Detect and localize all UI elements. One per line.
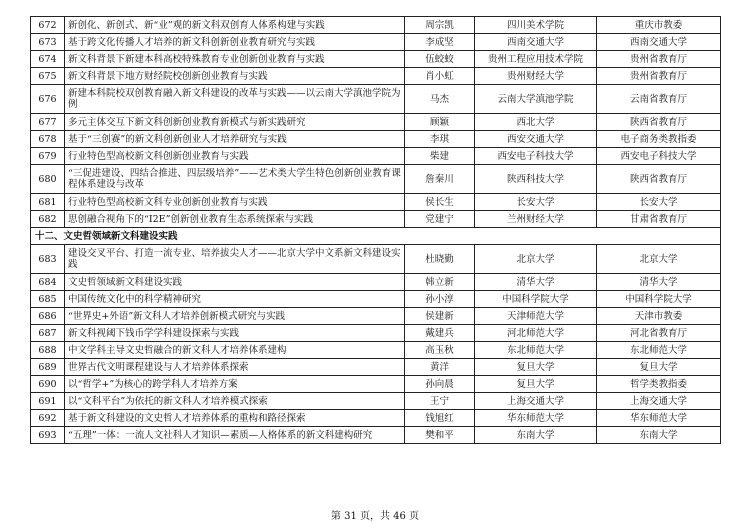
project-number: 686: [31, 308, 65, 325]
recommending-unit: 西南交通大学: [597, 34, 721, 51]
project-title: 以“哲学+”为核心的跨学科人才培养方案: [65, 376, 405, 393]
project-table: [30, 16, 721, 444]
project-number: 691: [31, 393, 65, 410]
table-row: [31, 325, 721, 342]
recommending-unit: 电子商务类教指委: [597, 131, 721, 148]
recommending-unit: 复旦大学: [597, 359, 721, 376]
table-row: [31, 359, 721, 376]
project-leader: 高玉秋: [405, 342, 475, 359]
table-row: [31, 427, 721, 444]
project-school: 长安大学: [475, 194, 597, 211]
project-leader: 钱旭红: [405, 410, 475, 427]
project-number: 679: [31, 148, 65, 165]
project-title: 世界古代文明课程建设与人才培养体系探索: [65, 359, 405, 376]
project-school: 西安电子科技大学: [475, 148, 597, 165]
project-number: 681: [31, 194, 65, 211]
project-school: 贵州工程应用技术学院: [475, 51, 597, 68]
project-leader: 顾颖: [405, 114, 475, 131]
project-school: 北京大学: [475, 245, 597, 274]
project-number: 687: [31, 325, 65, 342]
project-number: 680: [31, 165, 65, 194]
table-row: [31, 148, 721, 165]
project-leader: 詹秦川: [405, 165, 475, 194]
recommending-unit: 贵州省教育厅: [597, 51, 721, 68]
table-row: [31, 51, 721, 68]
project-leader: 韩立新: [405, 274, 475, 291]
section-title: 十二、文史哲领域新文科建设实践: [31, 228, 721, 245]
project-title: 基于跨文化传播人才培养的新文科创新创业教育研究与实践: [65, 34, 405, 51]
project-title: 中文学科主导文史哲融合的新文科人才培养体系建构: [65, 342, 405, 359]
project-number: 682: [31, 211, 65, 228]
project-title: “五理”一体：一流人文社科人才知识—素质—人格体系的新文科建构研究: [65, 427, 405, 444]
recommending-unit: 河北省教育厅: [597, 325, 721, 342]
table-row: [31, 245, 721, 274]
project-title: “世界史+外语”新文科人才培养创新模式研究与实践: [65, 308, 405, 325]
project-leader: 杜晓勤: [405, 245, 475, 274]
project-leader: 樊和平: [405, 427, 475, 444]
recommending-unit: 陕西省教育厅: [597, 165, 721, 194]
project-school: 西安交通大学: [475, 131, 597, 148]
project-leader: 王宁: [405, 393, 475, 410]
project-title: 文史哲领域新文科建设实践: [65, 274, 405, 291]
project-school: 复旦大学: [475, 376, 597, 393]
project-number: 678: [31, 131, 65, 148]
project-title: 基于“三创赛”的新文科创新创业人才培养研究与实践: [65, 131, 405, 148]
project-school: 陕西科技大学: [475, 165, 597, 194]
table-row: [31, 342, 721, 359]
table-row: [31, 131, 721, 148]
project-title: 思创融合视角下的“I2E”创新创业教育生态系统探索与实践: [65, 211, 405, 228]
project-number: 684: [31, 274, 65, 291]
recommending-unit: 重庆市教委: [597, 17, 721, 34]
recommending-unit: 西安电子科技大学: [597, 148, 721, 165]
project-title: 新文科视阈下钱币学学科建设探索与实践: [65, 325, 405, 342]
project-title: 基于新文科建设的文史哲人才培养体系的重构和路径探索: [65, 410, 405, 427]
recommending-unit: 天津市教委: [597, 308, 721, 325]
project-school: 西北大学: [475, 114, 597, 131]
project-number: 689: [31, 359, 65, 376]
project-title: 新创化、新创式、新“业”观的新文科双创育人体系构建与实践: [65, 17, 405, 34]
table-row: [31, 376, 721, 393]
recommending-unit: 中国科学院大学: [597, 291, 721, 308]
project-title: 行业特色型高校新文科专业创新创业教育与实践: [65, 194, 405, 211]
project-number: 674: [31, 51, 65, 68]
project-leader: 李成坚: [405, 34, 475, 51]
project-leader: 侯长生: [405, 194, 475, 211]
project-title: 新建本科院校双创教育融入新文科建设的改革与实践——以云南大学滇池学院为例: [65, 85, 405, 114]
project-number: 688: [31, 342, 65, 359]
recommending-unit: 清华大学: [597, 274, 721, 291]
project-school: 中国科学院大学: [475, 291, 597, 308]
recommending-unit: 贵州省教育厅: [597, 68, 721, 85]
project-title: 新文科背景下新建本科高校特殊教育专业创新创业教育与实践: [65, 51, 405, 68]
project-leader: 黄洋: [405, 359, 475, 376]
recommending-unit: 东南大学: [597, 427, 721, 444]
project-school: 兰州财经大学: [475, 211, 597, 228]
project-leader: 李琪: [405, 131, 475, 148]
project-school: 东北师范大学: [475, 342, 597, 359]
recommending-unit: 长安大学: [597, 194, 721, 211]
recommending-unit: 陕西省教育厅: [597, 114, 721, 131]
project-leader: 孙小淳: [405, 291, 475, 308]
table-row: [31, 393, 721, 410]
table-row: [31, 211, 721, 228]
project-school: 天津师范大学: [475, 308, 597, 325]
project-school: 西南交通大学: [475, 34, 597, 51]
project-number: 693: [31, 427, 65, 444]
project-leader: 伍蛟蛟: [405, 51, 475, 68]
project-leader: 柴建: [405, 148, 475, 165]
project-title: “三促进建设、四结合推进、四层级培养”——艺术类大学生特色创新创业教育课程体系建设与改革: [65, 165, 405, 194]
table-row: [31, 308, 721, 325]
recommending-unit: 云南省教育厅: [597, 85, 721, 114]
project-number: 677: [31, 114, 65, 131]
table-row: [31, 410, 721, 427]
project-leader: 戴建兵: [405, 325, 475, 342]
table-row: [31, 34, 721, 51]
project-school: 复旦大学: [475, 359, 597, 376]
project-leader: 孙向晨: [405, 376, 475, 393]
project-school: 华东师范大学: [475, 410, 597, 427]
table-row: [31, 291, 721, 308]
table-row: [31, 85, 721, 114]
table-row: [31, 274, 721, 291]
project-title: 多元主体交互下新文科创新创业教育新模式与新实践研究: [65, 114, 405, 131]
recommending-unit: 甘肃省教育厅: [597, 211, 721, 228]
project-school: 云南大学滇池学院: [475, 85, 597, 114]
project-title: 建设交叉平台、打造一流专业、培养拔尖人才——北京大学中文系新文科建设实践: [65, 245, 405, 274]
project-list-page: [30, 16, 720, 444]
project-leader: 周宗凯: [405, 17, 475, 34]
project-table-body: [31, 17, 721, 444]
project-leader: 马杰: [405, 85, 475, 114]
project-school: 贵州财经大学: [475, 68, 597, 85]
project-leader: 党建宁: [405, 211, 475, 228]
project-number: 672: [31, 17, 65, 34]
page-footer: 第 31 页，共 46 页: [330, 511, 420, 522]
project-school: 上海交通大学: [475, 393, 597, 410]
project-number: 676: [31, 85, 65, 114]
recommending-unit: 上海交通大学: [597, 393, 721, 410]
recommending-unit: 北京大学: [597, 245, 721, 274]
recommending-unit: 华东师范大学: [597, 410, 721, 427]
project-number: 675: [31, 68, 65, 85]
project-number: 692: [31, 410, 65, 427]
recommending-unit: 哲学类教指委: [597, 376, 721, 393]
section-header-row: [31, 228, 721, 245]
project-school: 河北师范大学: [475, 325, 597, 342]
project-number: 673: [31, 34, 65, 51]
project-title: 中国传统文化中的科学精神研究: [65, 291, 405, 308]
project-title: 以“文科平台”为依托的新文科人才培养模式探索: [65, 393, 405, 410]
table-row: [31, 194, 721, 211]
table-row: [31, 165, 721, 194]
project-leader: 肖小虹: [405, 68, 475, 85]
project-title: 新文科背景下地方财经院校创新创业教育与实践: [65, 68, 405, 85]
project-number: 683: [31, 245, 65, 274]
table-row: [31, 114, 721, 131]
project-school: 东南大学: [475, 427, 597, 444]
table-row: [31, 68, 721, 85]
project-school: 清华大学: [475, 274, 597, 291]
table-row: [31, 17, 721, 34]
project-leader: 侯建新: [405, 308, 475, 325]
project-number: 690: [31, 376, 65, 393]
project-school: 四川美术学院: [475, 17, 597, 34]
recommending-unit: 东北师范大学: [597, 342, 721, 359]
project-number: 685: [31, 291, 65, 308]
project-title: 行业特色型高校新文科创新创业教育与实践: [65, 148, 405, 165]
